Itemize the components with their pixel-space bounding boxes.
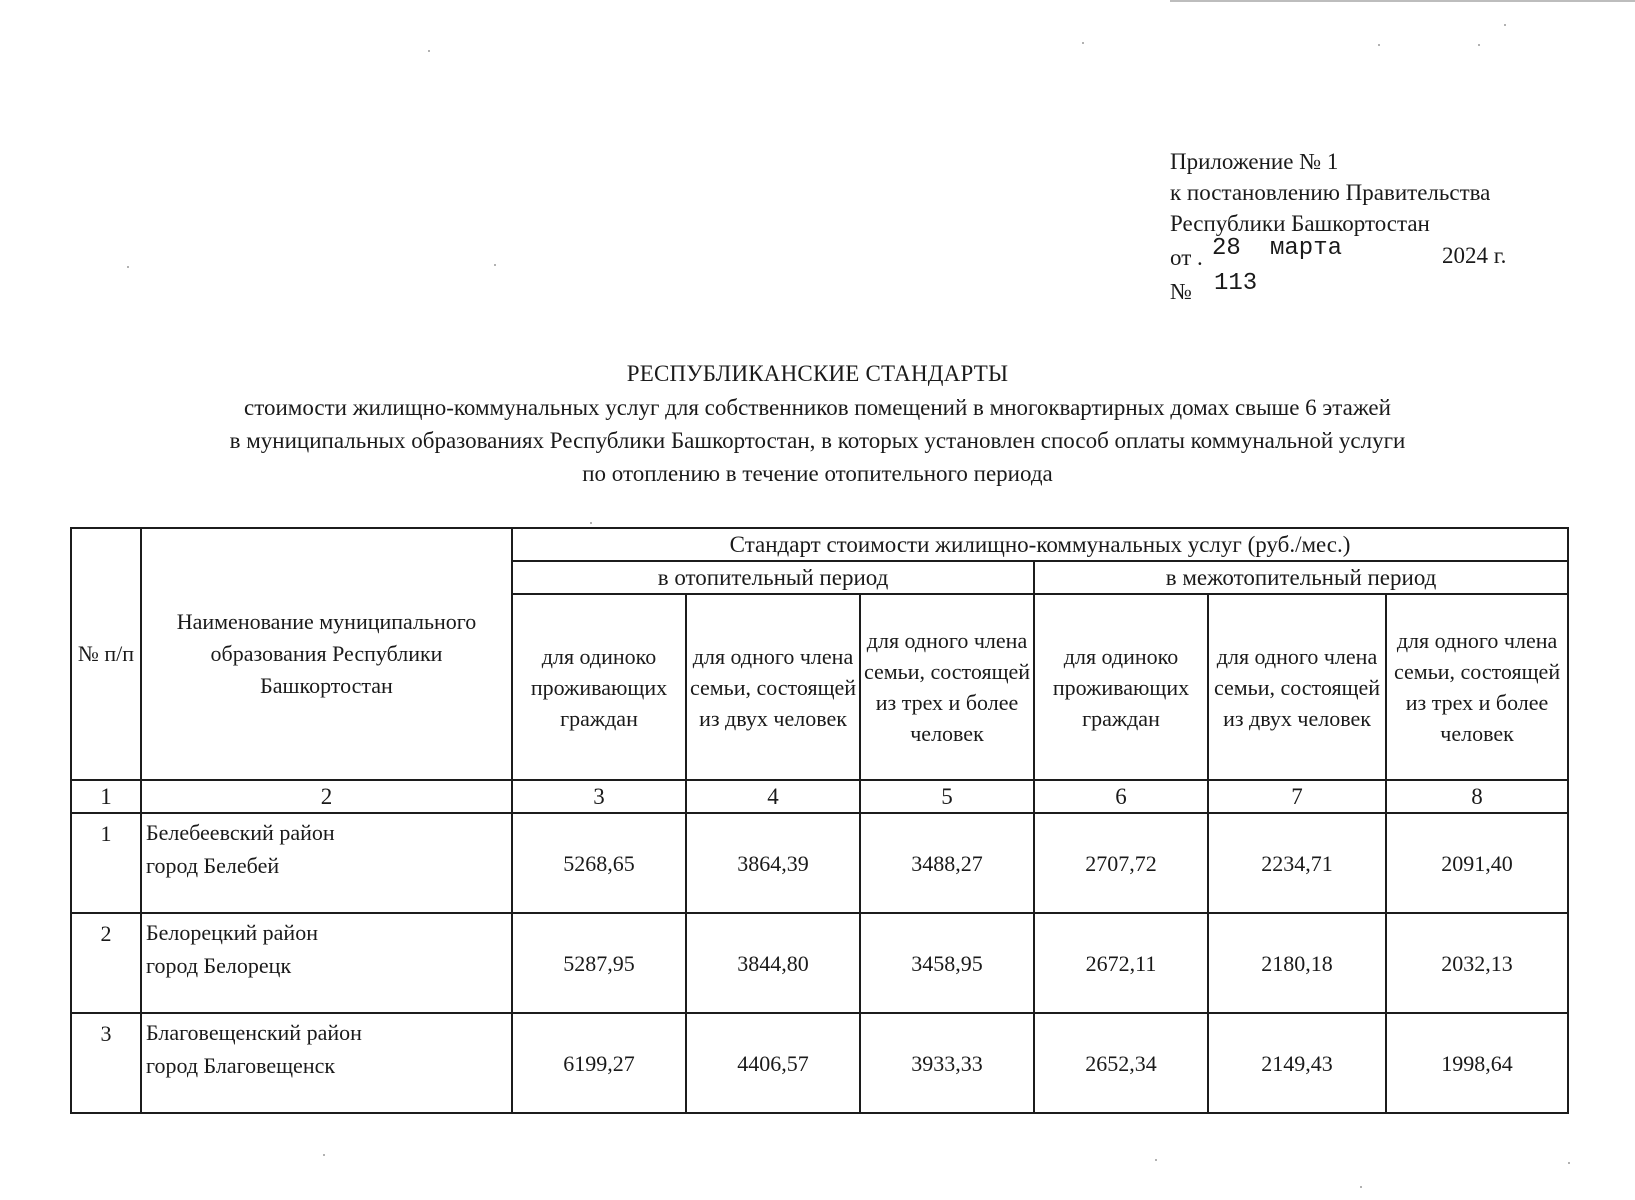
header-two-heating: для одного члена семьи, состоящей из двух человек [686,594,860,780]
value-cell: 3844,80 [686,913,860,1013]
district-name: Благовещенский район [146,1020,362,1045]
scan-speck [1155,1159,1157,1161]
appendix-title: Приложение № 1 [1170,149,1339,174]
column-number: 8 [1386,780,1568,813]
number-value: 113 [1214,270,1258,297]
scan-speck [494,264,496,266]
date-year: 2024 г. [1442,243,1507,268]
appendix-block [1170,146,1610,305]
scan-speck [590,522,592,524]
district-name: Белебеевский район [146,820,335,845]
document-title-block [0,357,1635,490]
header-standard: Стандарт стоимости жилищно-коммунальных услуг (руб./мес.) [512,528,1568,561]
column-number: 7 [1208,780,1386,813]
scan-speck [1360,1186,1362,1188]
city-name: город Белебей [146,853,280,878]
city-name: город Белорецк [146,953,292,978]
municipality-name [141,813,512,913]
value-cell: 2091,40 [1386,813,1568,913]
standards-table [70,527,1569,1114]
column-number: 1 [71,780,141,813]
header-three-heating: для одного члена семьи, состоящей из трех и более человек [860,594,1034,780]
value-cell: 2180,18 [1208,913,1386,1013]
row-number: 3 [71,1013,141,1113]
row-number: 1 [71,813,141,913]
table-row [71,1013,1568,1113]
header-number: № п/п [71,528,141,780]
municipality-name [141,1013,512,1113]
number-sign: № [1170,279,1192,304]
column-number: 6 [1034,780,1208,813]
value-cell: 5287,95 [512,913,686,1013]
value-cell: 2032,13 [1386,913,1568,1013]
value-cell: 3488,27 [860,813,1034,913]
value-cell: 3933,33 [860,1013,1034,1113]
value-cell: 1998,64 [1386,1013,1568,1113]
column-number-row [71,780,1568,813]
appendix-resolution: к постановлению Правительства [1170,180,1491,205]
scan-edge-line [1170,0,1635,2]
header-single-non-heating: для одиноко проживающих граждан [1034,594,1208,780]
value-cell: 2149,43 [1208,1013,1386,1113]
value-cell: 2234,71 [1208,813,1386,913]
value-cell: 4406,57 [686,1013,860,1113]
scan-speck [127,266,129,268]
scan-speck [1378,44,1380,46]
header-non-heating-period: в межотопительный период [1034,561,1568,594]
value-cell: 3458,95 [860,913,1034,1013]
header-single-heating: для одиноко проживающих граждан [512,594,686,780]
scan-speck [1478,44,1480,46]
scan-speck [1568,1162,1570,1164]
value-cell: 2707,72 [1034,813,1208,913]
municipality-name [141,913,512,1013]
scan-speck [1504,24,1506,26]
value-cell: 3864,39 [686,813,860,913]
district-name: Белорецкий район [146,920,318,945]
document-subtitle-line-2: в муниципальных образованиях Республики Башкортостан, в которых установлен способ оплаты коммунальной услуги [229,428,1406,453]
document-title: РЕСПУБЛИКАНСКИЕ СТАНДАРТЫ [626,361,1009,386]
scan-speck [1082,42,1084,44]
column-number: 5 [860,780,1034,813]
value-cell: 5268,65 [512,813,686,913]
column-number: 2 [141,780,512,813]
table-row [71,813,1568,913]
date-day: 28 [1212,235,1241,262]
value-cell: 6199,27 [512,1013,686,1113]
value-cell: 2672,11 [1034,913,1208,1013]
column-number: 3 [512,780,686,813]
date-prefix: от . [1170,245,1203,270]
document-subtitle-line-1: стоимости жилищно-коммунальных услуг для собственников помещений в многоквартирных домах свыше 6 этажей [244,395,1391,420]
scan-speck [323,1154,325,1156]
appendix-republic: Республики Башкортостан [1170,211,1430,236]
header-municipality: Наименование муниципального образования Республики Башкортостан [141,528,512,780]
value-cell: 2652,34 [1034,1013,1208,1113]
header-two-non-heating: для одного члена семьи, состоящей из двух человек [1208,594,1386,780]
document-subtitle-line-3: по отоплению в течение отопительного периода [582,461,1053,486]
header-three-non-heating: для одного члена семьи, состоящей из трех и более человек [1386,594,1568,780]
header-heating-period: в отопительный период [512,561,1034,594]
scan-speck [428,50,430,52]
column-number: 4 [686,780,860,813]
date-month: марта [1270,235,1343,262]
city-name: город Благовещенск [146,1053,336,1078]
row-number: 2 [71,913,141,1013]
appendix-number [1170,272,1610,305]
table-row [71,913,1568,1013]
